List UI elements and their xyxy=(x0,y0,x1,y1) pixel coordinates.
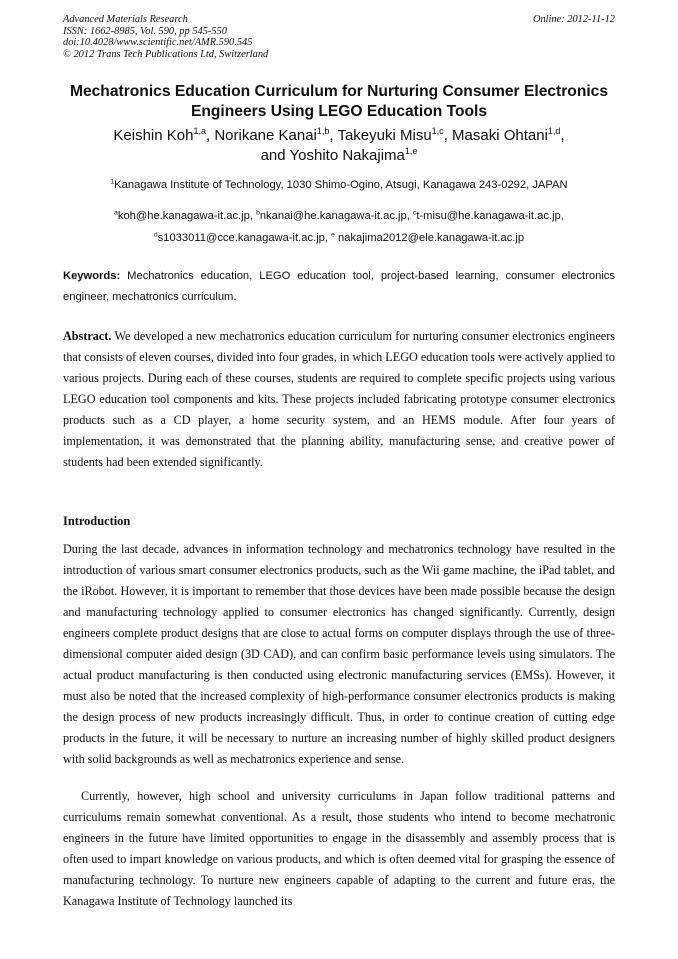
email-line-1 xyxy=(40,205,638,227)
author xyxy=(452,127,565,144)
title-line-2: Engineers Using LEGO Education Tools xyxy=(190,103,488,120)
email-address: koh@he.kanagawa-it.ac.jp, xyxy=(117,210,257,222)
author-name: Masaki Ohtani xyxy=(452,127,548,144)
paragraph-text: Currently, however, high school and university curriculums in Japan follow traditional patterns and curriculums remain somewhat conventional. As a result, those students who intend to become mechatronic engineers in the future have limited opportunities to engage in the disassembly and assembly process that is often used to impart knowledge on various products, and which is often deemed vital for grasping the essence of manufacturing technology. To nurture new engineers capable of adapting to the current and future eras, the Kanagawa Institute of Technology launched its xyxy=(63,789,615,908)
introduction-paragraph-1 xyxy=(63,539,615,770)
affiliation xyxy=(40,178,638,193)
author-affil-mark: 1,a xyxy=(193,126,206,136)
author xyxy=(337,127,452,144)
author-affil-mark: 1,c xyxy=(431,126,444,136)
abstract xyxy=(63,326,615,473)
email-mark: d xyxy=(153,231,158,239)
author xyxy=(214,127,337,144)
online-date: Online: 2012-11-12 xyxy=(532,14,615,25)
authors-line-1 xyxy=(40,126,638,146)
affiliation-text: Kanagawa Institute of Technology, 1030 Shimo-Ogino, Atsugi, Kanagawa 243-0292, JAPAN xyxy=(114,179,568,191)
author-prefix: and xyxy=(260,147,290,164)
author-separator: , xyxy=(205,127,215,144)
keywords xyxy=(63,266,615,308)
affiliation-mark: 1 xyxy=(110,178,115,186)
title-line-1: Mechatronics Education Curriculum for Nurturing Consumer Electronics xyxy=(69,83,609,100)
email-mark: a xyxy=(114,209,118,217)
abstract-text: We developed a new mechatronics education curriculum for nurturing consumer electronics engineers that consists of eleven courses, divided into four grades, in which LEGO education tools were actively applied to various projects. During each of these courses, students are required to complete specific projects using various LEGO education tool components and kits. These projects included fabricating prototype consumer electronics products such as a CD player, a home security system, and an HEMS module. After four years of implementation, it was demonstrated that the planning ability, manufacturing sense, and creative power of students had been extended significantly. xyxy=(63,329,615,469)
email-address: t-misu@he.kanagawa-it.ac.jp, xyxy=(416,210,564,222)
author-name: Yoshito Nakajima xyxy=(289,147,405,164)
keywords-label: Keywords: xyxy=(63,270,121,282)
author-separator: , xyxy=(443,127,453,144)
email-address: nakajima2012@ele.kanagawa-it.ac.jp xyxy=(334,232,525,244)
abstract-paragraph xyxy=(63,326,615,473)
paper-title xyxy=(40,82,638,122)
paragraph-text: During the last decade, advances in information technology and mechatronics technology have resulted in the introduction of various smart consumer electronics products, such as the Wii game machine, the iPad tablet, and the iRobot. However, it is important to remember that those devices have been made possible because the design and manufacturing technology applied to consumer electronics has changed significantly. Currently, design engineers complete product designs that are close to actual forms on computer displays through the use of three-dimensional computer aided design (3D CAD), and can confirm basic performance levels using simulators. The actual product manufacturing is then conducted using electronic manufacturing services (EMSs). However, it must also be noted that the increased complexity of high-performance consumer electronics products is making the design process of new products increasingly difficult. Thus, in order to continue creation of cutting edge products in the future, it will be necessary to nurture an increasing number of highly skilled product designers with solid backgrounds as well as mechatronics experience and sense. xyxy=(63,542,615,766)
journal-doi: doi:10.4028/www.scientific.net/AMR.590.545 xyxy=(63,37,253,48)
author-separator: , xyxy=(560,127,565,144)
journal-copyright: © 2012 Trans Tech Publications Ltd, Switzerland xyxy=(63,48,269,60)
journal-header xyxy=(63,14,483,60)
journal-name: Advanced Materials Research xyxy=(63,14,188,25)
author-name: Takeyuki Misu xyxy=(337,127,432,144)
email-mark: c xyxy=(412,209,417,217)
introduction-heading: Introduction xyxy=(63,514,131,528)
author-name: Norikane Kanai xyxy=(214,127,317,144)
author-emails xyxy=(40,205,638,249)
email-mark: b xyxy=(256,209,260,217)
email-line-2 xyxy=(40,227,638,249)
author-affil-mark: 1,e xyxy=(404,146,418,156)
email-address: nkanai@he.kanagawa-it.ac.jp, xyxy=(259,210,413,222)
author-separator: , xyxy=(329,127,338,144)
author xyxy=(113,127,214,144)
journal-issn: ISSN: 1662-8985, Vol. 590, pp 545-550 xyxy=(63,25,227,37)
abstract-label: Abstract. xyxy=(63,329,112,343)
author-affil-mark: 1,b xyxy=(316,126,330,136)
author-list xyxy=(40,126,638,166)
keywords-text: Mechatronics education, LEGO education tool, project-based learning, consumer electronics engineer, mechatronics curriculum. xyxy=(63,270,615,303)
introduction-paragraph-2 xyxy=(63,786,615,912)
email-mark: e xyxy=(331,231,335,239)
authors-line-2 xyxy=(40,146,638,166)
author xyxy=(261,147,418,164)
email-address: s1033011@cce.kanagawa-it.ac.jp, xyxy=(157,232,332,244)
author-name: Keishin Koh xyxy=(113,127,194,144)
author-affil-mark: 1,d xyxy=(547,126,561,136)
